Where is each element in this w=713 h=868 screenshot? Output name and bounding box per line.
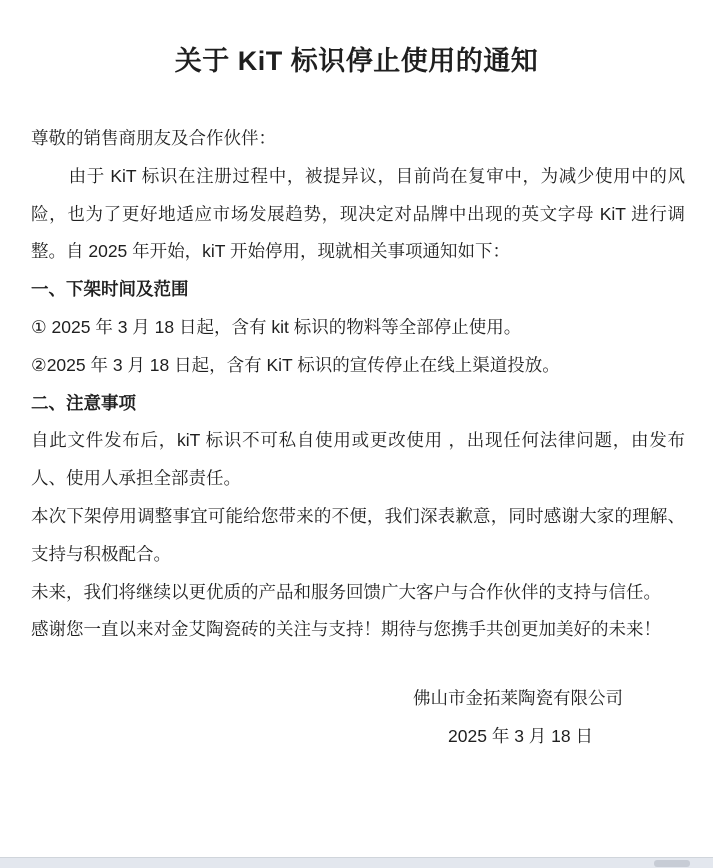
company-name: 佛山市金拓莱陶瓷有限公司 [413,688,623,709]
signature-block [0,680,713,756]
section1-item-1: ① 2025 年 3 月 18 日起，含有 kit 标识的物料等全部停止使用。 [31,316,522,337]
section1-heading: 一、下架时间及范围 [31,279,189,300]
section2-heading: 二、注意事项 [31,392,136,413]
horizontal-scrollbar-thumb[interactable] [654,860,690,867]
section2-paragraph-3: 未来，我们将继续以更优质的产品和服务回馈广大客户与合作伙伴的支持与信任。 [31,581,661,602]
document-body [0,120,713,649]
document-title: 关于 KiT 标识停止使用的通知 [174,46,539,76]
section1-item-2: ②2025 年 3 月 18 日起，含有 KiT 标识的宣传停止在线上渠道投放。 [31,354,560,375]
section2-paragraph-2: 本次下架停用调整事宜可能给您带来的不便，我们深表歉意，同时感谢大家的理解、支持与积极配合。 [31,505,685,564]
intro-paragraph: 由于 KiT 标识在注册过程中，被提异议，目前尚在复审中，为减少使用中的风险，也为了更好地适应市场发展趋势，现决定对品牌中出现的英文字母 KiT 进行调整。自 2025 年开始，kiT 开始停用，现就相关事项通知如下： [31,165,685,262]
window-bottom-bar [0,857,713,868]
salutation: 尊敬的销售商朋友及合作伙伴： [31,128,276,148]
notice-date: 2025 年 3 月 18 日 [448,725,593,746]
section2-paragraph-4: 感谢您一直以来对金艾陶瓷砖的关注与支持！期待与您携手共创更加美好的未来！ [31,619,661,640]
section2-paragraph-1: 自此文件发布后，kiT 标识不可私自使用或更改使用 ，出现任何法律问题，由发布人、使用人承担全部责任。 [31,430,685,489]
